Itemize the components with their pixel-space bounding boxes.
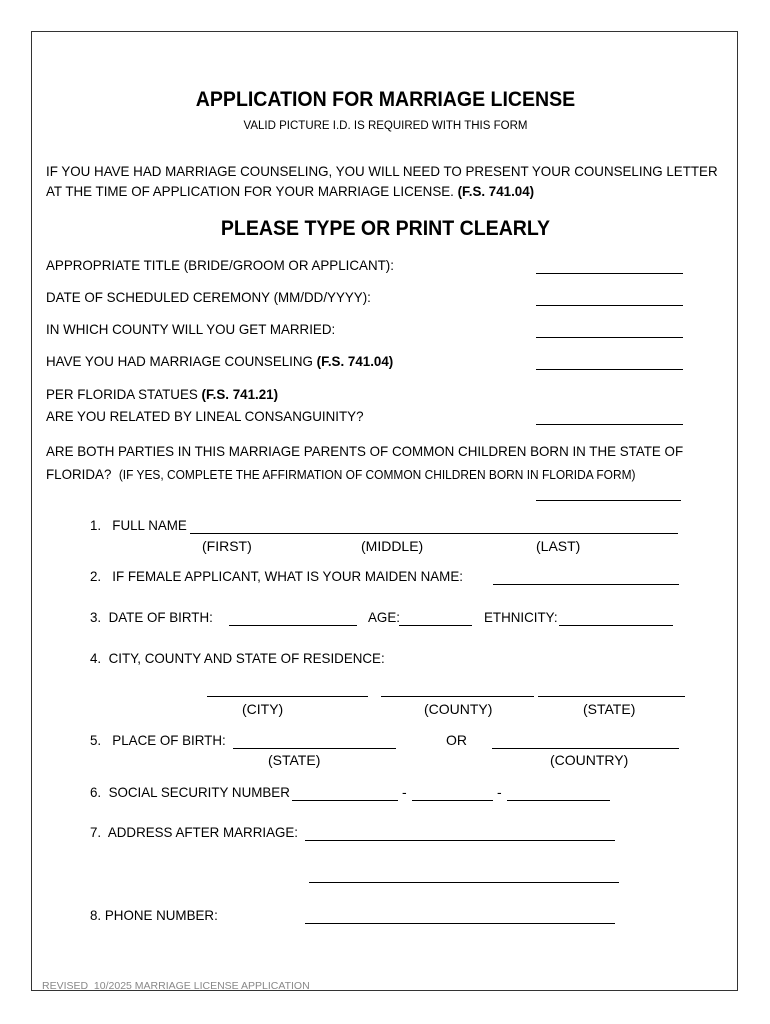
- phone-line[interactable]: [305, 923, 615, 924]
- answer-counseling-line[interactable]: [536, 369, 683, 370]
- name-first-caption: (FIRST): [202, 538, 252, 554]
- address-line-2[interactable]: [309, 882, 619, 883]
- answer-title-line[interactable]: [536, 273, 683, 274]
- field-ssn-label: 6. SOCIAL SECURITY NUMBER: [90, 784, 290, 800]
- field-maiden-label: 2. IF FEMALE APPLICANT, WHAT IS YOUR MAIDEN NAME:: [90, 568, 463, 584]
- counseling-statute-ref: (F.S. 741.04): [316, 353, 394, 369]
- birthplace-or: OR: [446, 732, 467, 748]
- residence-city-line[interactable]: [207, 696, 368, 697]
- maiden-name-line[interactable]: [493, 584, 679, 585]
- name-middle-caption: (MIDDLE): [361, 538, 424, 554]
- birth-state-caption: (STATE): [268, 752, 321, 768]
- answer-children-line[interactable]: [536, 500, 681, 501]
- answer-ceremony-date-line[interactable]: [536, 305, 683, 306]
- residence-state-caption: (STATE): [583, 701, 636, 717]
- notice-statute-ref: (F.S. 741.04): [457, 183, 535, 199]
- question-consanguinity: ARE YOU RELATED BY LINEAL CONSANGUINITY?: [46, 408, 364, 424]
- field-birthplace-label: 5. PLACE OF BIRTH:: [90, 732, 226, 748]
- address-line-1[interactable]: [305, 840, 615, 841]
- consanguinity-statute-ref: (F.S. 741.21): [201, 386, 279, 402]
- ssn-dash-2: -: [497, 784, 502, 800]
- field-phone-label: 8. PHONE NUMBER:: [90, 907, 218, 923]
- birth-state-line[interactable]: [233, 748, 396, 749]
- statute-line: PER FLORIDA STATUES (F.S. 741.21): [46, 386, 279, 402]
- ssn-part-1-line[interactable]: [292, 800, 398, 801]
- form-title: APPLICATION FOR MARRIAGE LICENSE: [195, 88, 576, 111]
- notice-line-2: AT THE TIME OF APPLICATION FOR YOUR MARRIAGE LICENSE. (F.S. 741.04): [46, 183, 535, 199]
- field-residence-label: 4. CITY, COUNTY AND STATE OF RESIDENCE:: [90, 650, 385, 666]
- print-clearly-heading: PLEASE TYPE OR PRINT CLEARLY: [220, 217, 551, 240]
- question-counseling: HAVE YOU HAD MARRIAGE COUNSELING (F.S. 741.04): [46, 353, 394, 369]
- application-form: [31, 31, 738, 991]
- field-ethnicity-label: ETHNICITY:: [484, 609, 558, 625]
- birth-country-caption: (COUNTRY): [550, 752, 629, 768]
- field-address-label: 7. ADDRESS AFTER MARRIAGE:: [90, 824, 299, 840]
- notice-line-1: IF YOU HAVE HAD MARRIAGE COUNSELING, YOU WILL NEED TO PRESENT YOUR COUNSELING LETTER: [46, 163, 718, 179]
- residence-city-caption: (CITY): [242, 701, 284, 717]
- residence-county-caption: (COUNTY): [424, 701, 493, 717]
- ssn-part-3-line[interactable]: [507, 800, 610, 801]
- field-age-label: AGE:: [368, 609, 400, 625]
- name-last-caption: (LAST): [536, 538, 581, 554]
- ssn-part-2-line[interactable]: [412, 800, 493, 801]
- dob-line[interactable]: [229, 625, 357, 626]
- birth-country-line[interactable]: [492, 748, 679, 749]
- answer-consanguinity-line[interactable]: [536, 424, 683, 425]
- field-full-name-label: 1. FULL NAME: [90, 517, 187, 533]
- question-children-line-1: ARE BOTH PARTIES IN THIS MARRIAGE PARENTS OF COMMON CHILDREN BORN IN THE STATE OF: [46, 443, 684, 459]
- children-note: (IF YES, COMPLETE THE AFFIRMATION OF COMMON CHILDREN BORN IN FLORIDA FORM): [118, 468, 636, 482]
- residence-county-line[interactable]: [381, 696, 534, 697]
- age-line[interactable]: [399, 625, 472, 626]
- ssn-dash-1: -: [402, 784, 407, 800]
- answer-county-line[interactable]: [536, 337, 683, 338]
- question-ceremony-date: DATE OF SCHEDULED CEREMONY (MM/DD/YYYY):: [46, 289, 371, 305]
- full-name-line[interactable]: [190, 533, 678, 534]
- question-county: IN WHICH COUNTY WILL YOU GET MARRIED:: [46, 321, 336, 337]
- form-subtitle: VALID PICTURE I.D. IS REQUIRED WITH THIS FORM: [243, 120, 528, 132]
- question-title: APPROPRIATE TITLE (BRIDE/GROOM OR APPLICANT):: [46, 257, 394, 273]
- residence-state-line[interactable]: [538, 696, 685, 697]
- ethnicity-line[interactable]: [559, 625, 673, 626]
- question-children-line-2: FLORIDA? (IF YES, COMPLETE THE AFFIRMATION OF COMMON CHILDREN BORN IN FLORIDA FORM): [46, 466, 636, 482]
- revision-footer: REVISED 10/2025 MARRIAGE LICENSE APPLICATION: [42, 980, 310, 992]
- field-dob-label: 3. DATE OF BIRTH:: [90, 609, 213, 625]
